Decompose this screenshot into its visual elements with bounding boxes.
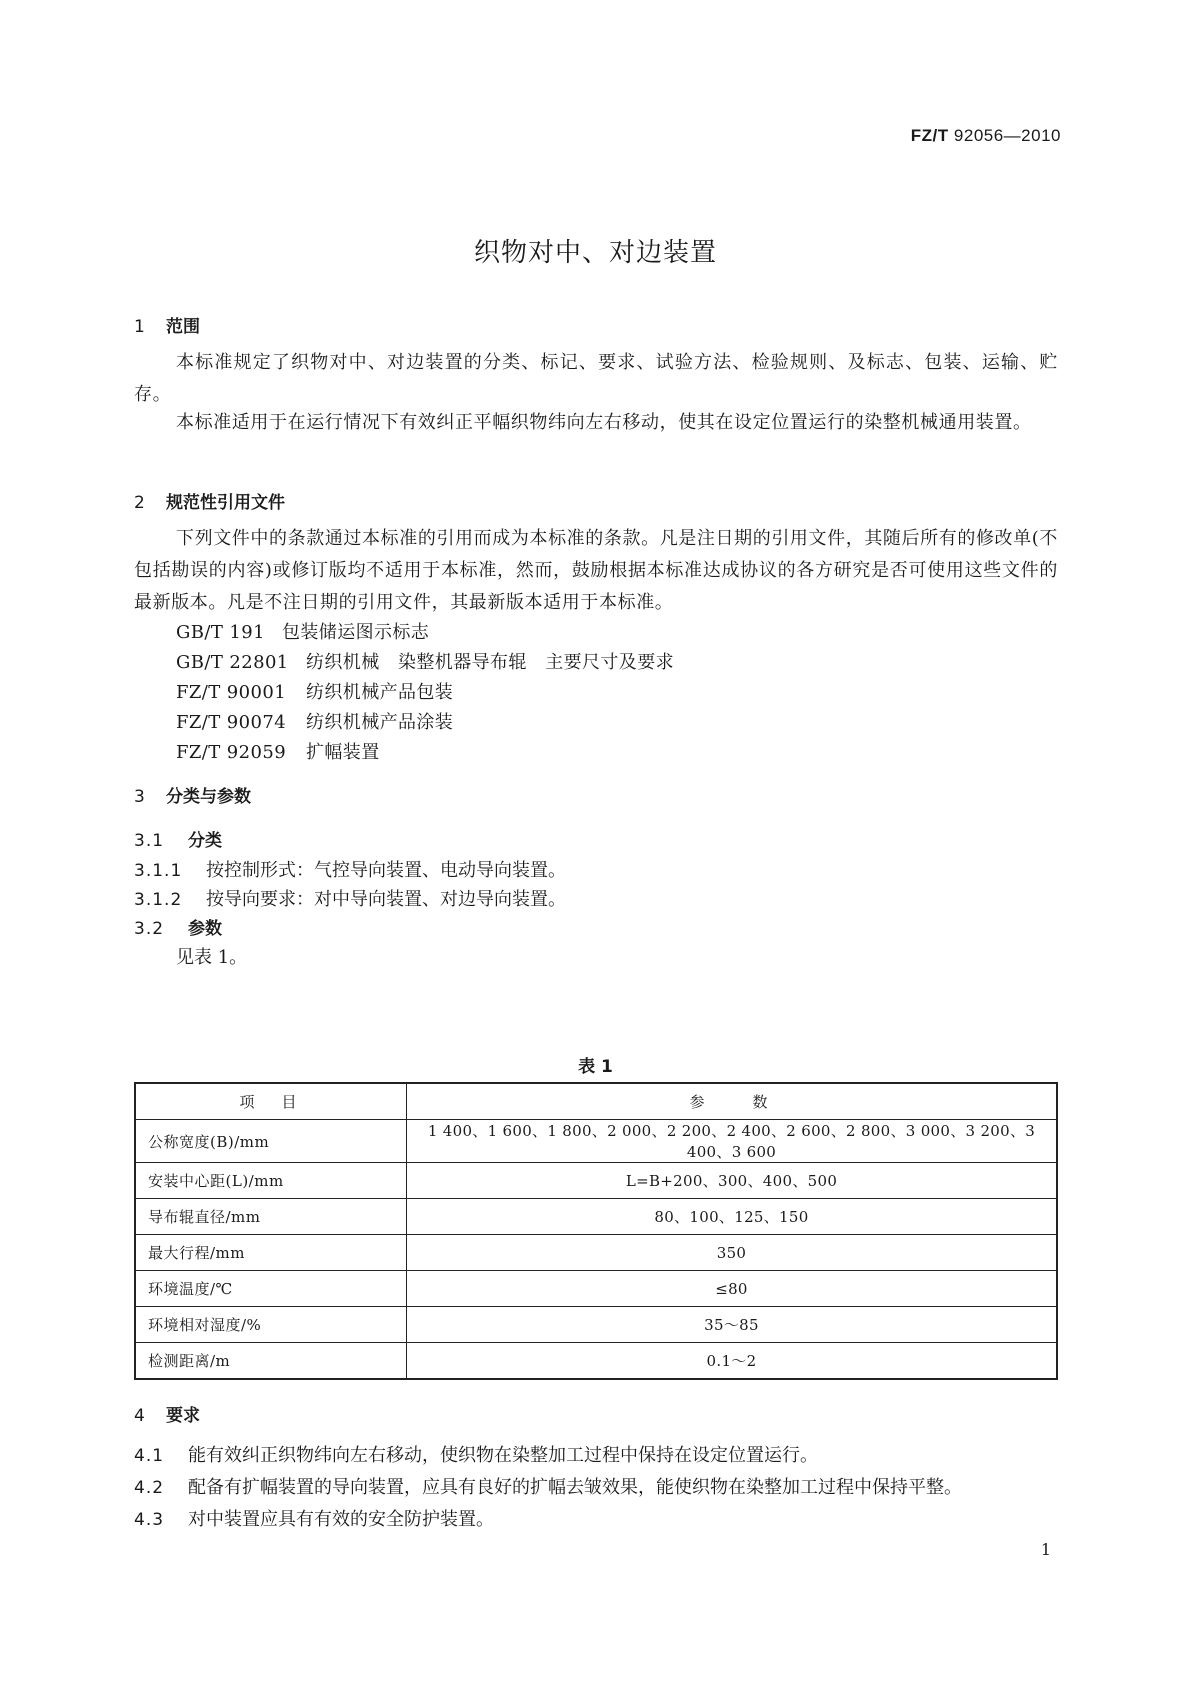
- subsection-3-1-heading: [134, 826, 222, 851]
- clause-3-1-1: [134, 856, 566, 882]
- requirement-text: 对中装置应具有有效的安全防护装置。: [188, 1509, 494, 1530]
- section-1-paragraph-2: 本标准适用于在运行情况下有效纠正平幅织物纬向左右移动，使其在设定位置运行的染整机械通用装置。: [176, 412, 1032, 433]
- reference-title: 纺织机械 染整机器导布辊 主要尺寸及要求: [306, 652, 674, 673]
- table-cell-item: 导布辊直径/mm: [135, 1199, 407, 1235]
- section-1-heading: [134, 312, 200, 337]
- reference-item: [176, 648, 674, 674]
- section-title: 规范性引用文件: [166, 493, 285, 513]
- section-3-heading: [134, 782, 251, 807]
- table-row: [135, 1120, 1057, 1163]
- requirement-number: 4.1: [134, 1446, 165, 1466]
- reference-code: GB/T 191: [176, 622, 265, 643]
- subsection-title: 参数: [188, 919, 222, 939]
- section-1-paragraph-1: 本标准规定了织物对中、对边装置的分类、标记、要求、试验方法、检验规则、及标志、包装、运输、贮存。: [134, 352, 1058, 405]
- reference-item: [176, 678, 453, 704]
- parameters-table: [134, 1082, 1058, 1380]
- table-cell-item: 环境温度/℃: [135, 1271, 407, 1307]
- reference-item: [176, 708, 453, 734]
- requirement-item: [134, 1473, 962, 1499]
- section-2-paragraph-1: 下列文件中的条款通过本标准的引用而成为本标准的条款。凡是注日期的引用文件，其随后所有的修改单(不包括勘误的内容)或修订版均不适用于本标准，然而，鼓励根据本标准达成协议的各方研究是否可使用这些文件的最新版本。凡是不注日期的引用文件，其最新版本适用于本标准。: [134, 528, 1058, 613]
- subsection-number: 3.1: [134, 831, 165, 851]
- reference-code: FZ/T 90074: [176, 712, 287, 733]
- standard-prefix: FZ/T: [910, 126, 949, 145]
- subsection-number: 3.2: [134, 919, 165, 939]
- column-header-value: 参 数: [407, 1083, 1058, 1120]
- table-cell-value: 1 400、1 600、1 800、2 000、2 200、2 400、2 600、2 800、3 000、3 200、3 400、3 600: [407, 1120, 1058, 1163]
- section-title: 要求: [166, 1406, 200, 1426]
- requirement-number: 4.3: [134, 1510, 165, 1530]
- section-title: 范围: [166, 317, 200, 337]
- subsection-title: 分类: [188, 831, 222, 851]
- table-cell-value: 0.1～2: [407, 1343, 1058, 1380]
- reference-code: FZ/T 90001: [176, 682, 287, 703]
- section-number: 3: [134, 787, 145, 807]
- table-cell-item: 检测距离/m: [135, 1343, 407, 1380]
- requirement-text: 配备有扩幅装置的导向装置，应具有良好的扩幅去皱效果，能使织物在染整加工过程中保持平整。: [188, 1477, 962, 1498]
- reference-title: 纺织机械产品包装: [306, 682, 454, 703]
- reference-title: 纺织机械产品涂装: [306, 712, 454, 733]
- see-table-note: 见表 1。: [176, 947, 248, 968]
- table-row: [135, 1235, 1057, 1271]
- reference-title: 包装储运图示标志: [282, 622, 430, 643]
- table-cell-value: L=B+200、300、400、500: [407, 1163, 1058, 1199]
- reference-code: GB/T 22801: [176, 652, 289, 673]
- clause-text: 按导向要求：对中导向装置、对边导向装置。: [206, 889, 566, 910]
- document-title: 织物对中、对边装置: [473, 238, 717, 268]
- subsection-3-2-heading: [134, 914, 222, 939]
- reference-code: FZ/T 92059: [176, 742, 287, 763]
- table-cell-item: 最大行程/mm: [135, 1235, 407, 1271]
- table-cell-item: 安装中心距(L)/mm: [135, 1163, 407, 1199]
- section-2-heading: [134, 488, 285, 513]
- clause-number: 3.1.1: [134, 861, 183, 881]
- requirement-item: [134, 1505, 494, 1531]
- table-cell-value: 80、100、125、150: [407, 1199, 1058, 1235]
- table-row: [135, 1163, 1057, 1199]
- section-4-heading: [134, 1401, 200, 1426]
- table-row: [135, 1271, 1057, 1307]
- reference-item: [176, 738, 380, 764]
- standard-code: [911, 126, 1061, 146]
- table-row: [135, 1343, 1057, 1380]
- table-cell-value: 35～85: [407, 1307, 1058, 1343]
- section-number: 1: [134, 317, 145, 337]
- page-number: 1: [1040, 1540, 1051, 1559]
- clause-3-1-2: [134, 885, 566, 911]
- requirement-number: 4.2: [134, 1478, 165, 1498]
- standard-number: 92056—2010: [953, 126, 1061, 145]
- table-cell-item: 公称宽度(B)/mm: [135, 1120, 407, 1163]
- table-row: [135, 1199, 1057, 1235]
- requirement-text: 能有效纠正织物纬向左右移动，使织物在染整加工过程中保持在设定位置运行。: [188, 1445, 818, 1466]
- table-cell-item: 环境相对湿度/%: [135, 1307, 407, 1343]
- column-header-item: 项 目: [135, 1083, 407, 1120]
- section-number: 4: [134, 1406, 145, 1426]
- section-number: 2: [134, 493, 145, 513]
- clause-number: 3.1.2: [134, 890, 183, 910]
- requirement-item: [134, 1441, 818, 1467]
- table-row: [135, 1307, 1057, 1343]
- table-cell-value: 350: [407, 1235, 1058, 1271]
- reference-title: 扩幅装置: [306, 742, 380, 763]
- clause-text: 按控制形式：气控导向装置、电动导向装置。: [206, 860, 566, 881]
- table-header-row: [135, 1083, 1057, 1120]
- reference-item: [176, 618, 429, 644]
- section-title: 分类与参数: [166, 787, 251, 807]
- table-cell-value: ≤80: [407, 1271, 1058, 1307]
- table-caption: 表 1: [578, 1057, 613, 1077]
